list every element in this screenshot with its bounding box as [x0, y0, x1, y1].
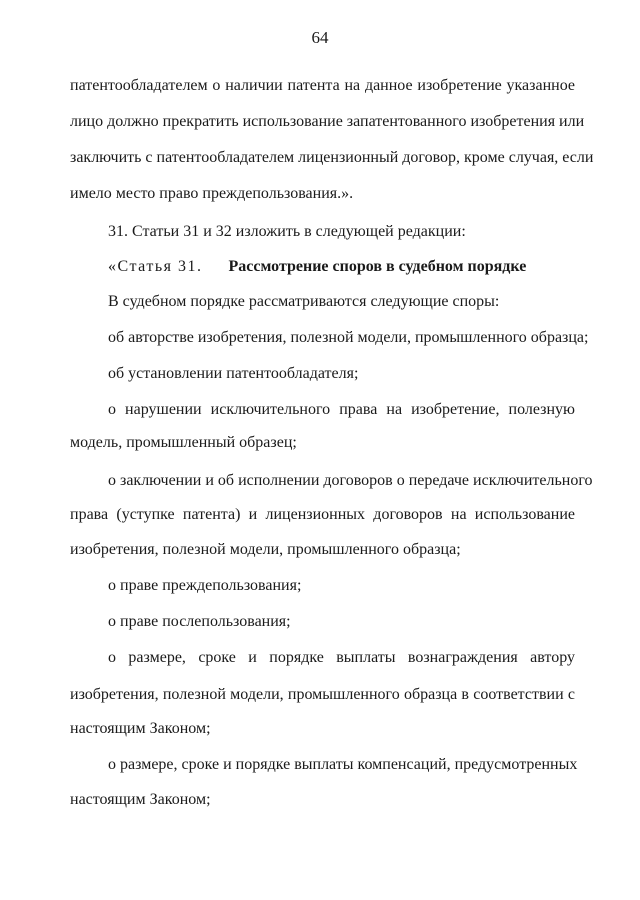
article-title: Рассмотрение споров в судебном порядке [228, 258, 527, 275]
article-number: «Статья 31. [108, 258, 203, 275]
text-line: патентообладателем о наличии патента на данное изобретение указанное [70, 77, 575, 94]
text-line: права (уступке патента) и лицензионных договоров на использование [70, 506, 575, 523]
text-line: о заключении и об исполнении договоров о передаче исключительного [108, 472, 593, 489]
text-line: 31. Статьи 31 и 32 изложить в следующей редакции: [108, 223, 466, 240]
article-heading [108, 257, 575, 277]
text-line: об авторстве изобретения, полезной модели, промышленного образца; [108, 329, 589, 346]
text-line: имело место право преждепользования.». [70, 185, 354, 202]
text-line: изобретения, полезной модели, промышленного образца; [70, 541, 461, 558]
text-line: об установлении патентообладателя; [108, 365, 359, 382]
text-line: изобретения, полезной модели, промышленного образца в соответствии с [70, 686, 575, 703]
text-line: модель, промышленный образец; [70, 434, 297, 451]
text-line: о нарушении исключительного права на изобретение, полезную [108, 401, 575, 418]
text-line: о размере, сроке и порядке выплаты вознаграждения автору [108, 649, 575, 666]
text-line: В судебном порядке рассматриваются следующие споры: [108, 293, 500, 310]
text-line: настоящим Законом; [70, 720, 211, 737]
text-line: о праве послепользования; [108, 613, 291, 630]
text-line: настоящим Законом; [70, 791, 211, 808]
page-number: 64 [311, 28, 329, 47]
text-line: лицо должно прекратить использование запатентованного изобретения или [70, 113, 585, 130]
text-line: заключить с патентообладателем лицензионный договор, кроме случая, если [70, 149, 594, 166]
text-line: о праве преждепользования; [108, 577, 302, 594]
text-line: о размере, сроке и порядке выплаты компенсаций, предусмотренных [108, 756, 578, 773]
